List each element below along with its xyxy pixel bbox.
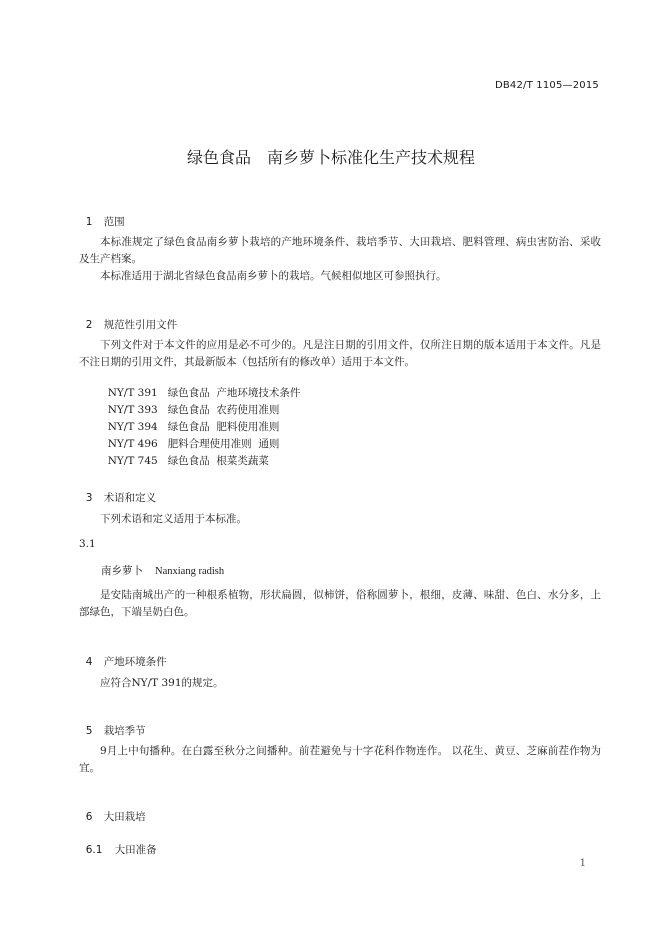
section-title: 产地环境条件 — [103, 656, 167, 668]
paragraph: 本标准适用于湖北省绿色食品南乡萝卜的栽培。气候相似地区可参照执行。 — [100, 270, 447, 282]
section-number: 6.1 — [85, 844, 103, 856]
section-title: 栽培季节 — [103, 725, 146, 737]
section-title: 范围 — [103, 216, 125, 228]
term-english: Nanxiang radish — [155, 566, 225, 577]
section-heading-4 — [79, 642, 167, 669]
section-heading-5 — [79, 711, 146, 738]
page-number: 1 — [579, 858, 586, 869]
section-number: 6 — [85, 811, 93, 823]
reference-code: NY/T 393 — [107, 404, 158, 416]
reference-name: 绿色食品 肥料使用准则 — [167, 421, 280, 433]
paragraph: 下列文件对于本文件的应用是必不可少的。凡是注日期的引用文件，仅所注日期的版本适用于本文件。凡是不注日期的引用文件，其最新版本（包括所有的修改单）适用于本文件。 — [79, 339, 601, 368]
reference-name: 绿色食品 产地环境技术条件 — [167, 387, 301, 399]
section-title: 规范性引用文件 — [103, 319, 178, 331]
section-title: 大田栽培 — [103, 811, 146, 823]
section-heading-6 — [79, 797, 146, 824]
section-number: 2 — [85, 319, 93, 331]
document-title: 绿色食品 南乡萝卜标准化生产技术规程 — [186, 148, 475, 167]
reference-item — [101, 441, 269, 468]
reference-name: 绿色食品 根菜类蔬菜 — [167, 455, 269, 467]
reference-name: 肥料合理使用准则 通则 — [167, 438, 280, 450]
section-title: 大田准备 — [114, 844, 157, 856]
document-code: DB42/T 1105—2015 — [494, 80, 599, 91]
section-heading-1 — [79, 202, 125, 229]
reference-code: NY/T 496 — [107, 438, 158, 450]
section-number: 3 — [85, 492, 93, 504]
term-number: 3.1 — [79, 538, 96, 550]
reference-code: NY/T 391 — [107, 387, 158, 399]
section-title: 术语和定义 — [103, 492, 157, 504]
reference-name: 绿色食品 农药使用准则 — [167, 404, 280, 416]
reference-code: NY/T 745 — [107, 455, 158, 467]
term-entry — [101, 563, 224, 578]
term-definition: 是安陆南城出产的一种根系植物，形状扁圆，似柿饼，俗称圆萝卜，根细，皮薄、味甜、色白、水分多，上部绿色，下端呈奶白色。 — [79, 589, 601, 618]
section-number: 5 — [85, 725, 93, 737]
reference-code: NY/T 394 — [107, 421, 158, 433]
paragraph: 9月上中旬播种。在白露至秋分之间播种。前茬避免与十字花科作物连作。 以花生、黄豆、芝麻前茬作物为宜。 — [79, 745, 601, 774]
section-heading-2 — [79, 305, 177, 332]
section-number: 4 — [85, 656, 93, 668]
subsection-heading-6-1 — [79, 830, 157, 857]
section-number: 1 — [85, 216, 93, 228]
term-chinese: 南乡萝卜 — [101, 565, 143, 577]
paragraph: 本标准规定了绿色食品南乡萝卜栽培的产地环境条件、栽培季节、大田栽培、肥料管理、病虫害防治、采收及生产档案。 — [79, 236, 601, 265]
paragraph: 下列术语和定义适用于本标准。 — [100, 513, 247, 525]
section-heading-3 — [79, 478, 156, 505]
paragraph: 应符合NY/T 391的规定。 — [100, 677, 224, 689]
